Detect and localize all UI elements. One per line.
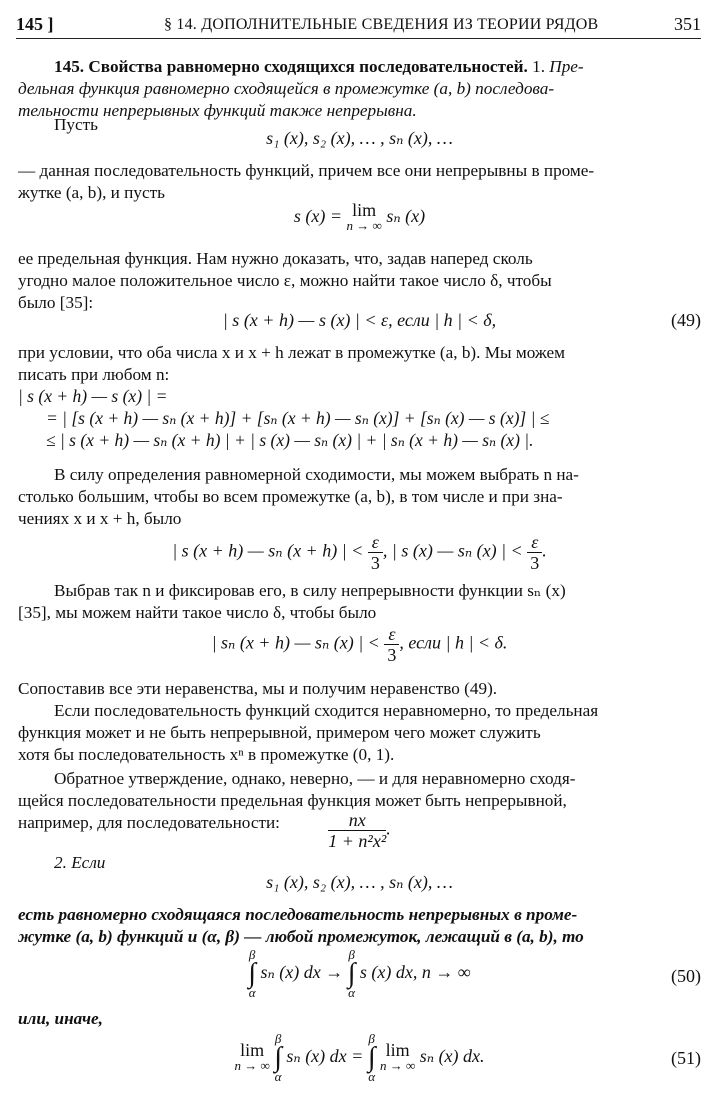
- page-ref: 145 ]: [16, 14, 54, 34]
- paragraph-converse: Обратное утверждение, однако, неверно, — и для неравномерно сходя- щейся последовательности предельная функция может быть непрерывной, например, для последовательности:: [18, 769, 576, 832]
- paragraph-fix-n: Выбрав так n и фиксировав его, в силу непрерывности функции sₙ (x) [35], мы можем найти такое число δ, чтобы было: [18, 581, 566, 622]
- limit-operator-51: lim n → ∞: [234, 1040, 270, 1073]
- running-header: [16, 10, 701, 39]
- integral-sign: β ∫ α: [248, 947, 256, 1000]
- theorem-text-line-2: дельная функция равномерно сходящейся в промежутке (a, b) последова-: [18, 79, 555, 98]
- limit-operator-51-b: lim n → ∞: [379, 1040, 416, 1073]
- paragraph-goal: ее предельная функция. Нам нужно доказать, что, задав наперед сколь угодно малое положительное число ε, можно найти такое число δ, чтобы было [35]:: [18, 249, 552, 312]
- integral-sign-51: β ∫ α: [274, 1031, 282, 1084]
- book-page: 145 ] § 14. ДОПОЛНИТЕЛЬНЫЕ СВЕДЕНИЯ ИЗ ТЕОРИИ РЯДОВ 351 145. Свойства равномерно сходящихся последовательностей. 1. Пре- дельная функция равномерно сходящейся в промежутке (a, b) последова- тельности непрерывных функций также непрерывна. Пусть s₁ (x), s₂ (x), … , sₙ (x), … — данная последовательность функций, причем все они непрерывны в проме- жутке (a, b), и пусть s (x) = lim n → ∞ sₙ (x) ее предельная функция. Нам нужно доказать, что, задав наперед сколь угодно малое положительное число ε, можно найти такое число δ, чтобы было [35]: | s (x + h) — s (x) | < ε, если | h | < δ, (49) при условии, что оба числа x и x + h лежат в промежутке (a, b). Мы можем писать при любом n: | s (x + h) — s (x) | = = | [s (x + h) — sₙ (x + h)] + [sₙ (x + h) — sₙ (x)] + [sₙ (x) — s (x)] | ≤ ≤ | s (x + h) — sₙ (x + h) | + | s (x) — sₙ (x) | + | sₙ (x + h) — sₙ (x) |. В силу определения равномерной сходимости, мы можем выбрать n на- столько большим, чтобы во всем промежутке (a, b), в том числе и при зна- чениях x и x + h, было | s (x + h) — sₙ (x + h) | < $\frac{\varepsilon}{3}$ , | s (x) — sₙ (x) | < $\frac{\varepsilon}{3}$ . Выбрав так n и фиксировав его, в силу непрерывности функции sₙ (x) [35], мы можем найти такое число δ, чтобы было | sₙ (x + h) — sₙ (x) | < $\frac{\varepsilon}{3}$ , если | h | < δ. Сопоставив все эти неравенства, мы и получим неравенство (49). Если последовательность функций сходится неравномерно, то предельная функция может и не быть непрерывной, примером чего может служить хотя бы последовательность xⁿ в промежутке (0, 1). Обратное утверждение, однако, неверно, — и для неравномерно сходя- щейся последовательности предельная функция может быть непрерывной, например, для последовательности: $\frac{nx}{\text{1 + n²x²}}$ . 2. Если s₁ (x), s₂ (x), … , sₙ (x), … есть равномерно сходящаяся последовательность непрерывных в проме- жутке (a, b) функций и (α, β) — любой промежуток, лежащий в (a, b), то β ∫ α sₙ (x) dx → β ∫ α s (x) dx, n → ∞ (50) или, иначе, lim n → ∞ β ∫ α sₙ (x) dx = β ∫ α lim n → ∞ sₙ (x) dx. (51): [0, 0, 719, 1100]
- equation-number-50: (50): [671, 966, 701, 986]
- paragraph-nonuniform: Если последовательность функций сходится неравномерно, то предельная функция может и не быть непрерывной, примером чего может служить хотя бы последовательность xⁿ в промежутке (0, 1).: [18, 701, 599, 764]
- fraction-eps-3: $\frac{\varepsilon}{3}$: [368, 532, 383, 573]
- theorem-text-line-3: тельности непрерывных функций также непрерывна.: [18, 101, 417, 120]
- fraction-eps-3-second: $\frac{\varepsilon}{3}$: [527, 532, 542, 573]
- running-title: § 14. ДОПОЛНИТЕЛЬНЫЕ СВЕДЕНИЯ ИЗ ТЕОРИИ РЯДОВ: [164, 16, 599, 33]
- equation-number-51: (51): [671, 1048, 701, 1068]
- fraction-nx: $\frac{nx}{\text{1 + n²x²}}$: [328, 810, 387, 851]
- integral-sign-2: β ∫ α: [347, 947, 356, 1000]
- limit-operator: lim n → ∞: [346, 200, 382, 233]
- paragraph-sequence-desc: — данная последовательность функций, причем все они непрерывны в проме- жутке (a, b), и пусть: [18, 161, 595, 202]
- integral-sign-51-b: β ∫ α: [367, 1031, 376, 1084]
- paragraph-condition: при условии, что оба числа x и x + h лежат в промежутке (a, b). Мы можем писать при любом n:: [18, 343, 566, 384]
- theorem-2-label: 2. Если: [54, 853, 106, 872]
- page-number: 351: [674, 14, 701, 34]
- theorem-2-text: есть равномерно сходящаяся последовательность непрерывных в проме- жутке (a, b) функций и (α, β) — любой промежуток, лежащий в (a, b), то: [18, 905, 584, 946]
- paragraph-let: Пусть: [54, 115, 98, 134]
- section-title: 145. Свойства равномерно сходящихся последовательностей.: [54, 57, 528, 76]
- or-else: или, иначе,: [18, 1009, 103, 1028]
- equation-number-49: (49): [671, 310, 701, 330]
- fraction-eps-3-cont: $\frac{\varepsilon}{3}$: [384, 624, 399, 665]
- paragraph-uniform: В силу определения равномерной сходимости, мы можем выбрать n на- столько большим, чтобы во всем промежутке (a, b), в том числе и при зна- чениях x и x + h, было: [18, 465, 579, 528]
- theorem-number: 1.: [532, 57, 545, 76]
- paragraph-conclusion: Сопоставив все эти неравенства, мы и получим неравенство (49).: [18, 679, 498, 698]
- theorem-text-start: Пре-: [549, 57, 584, 76]
- section-145-theorem: [18, 56, 701, 122]
